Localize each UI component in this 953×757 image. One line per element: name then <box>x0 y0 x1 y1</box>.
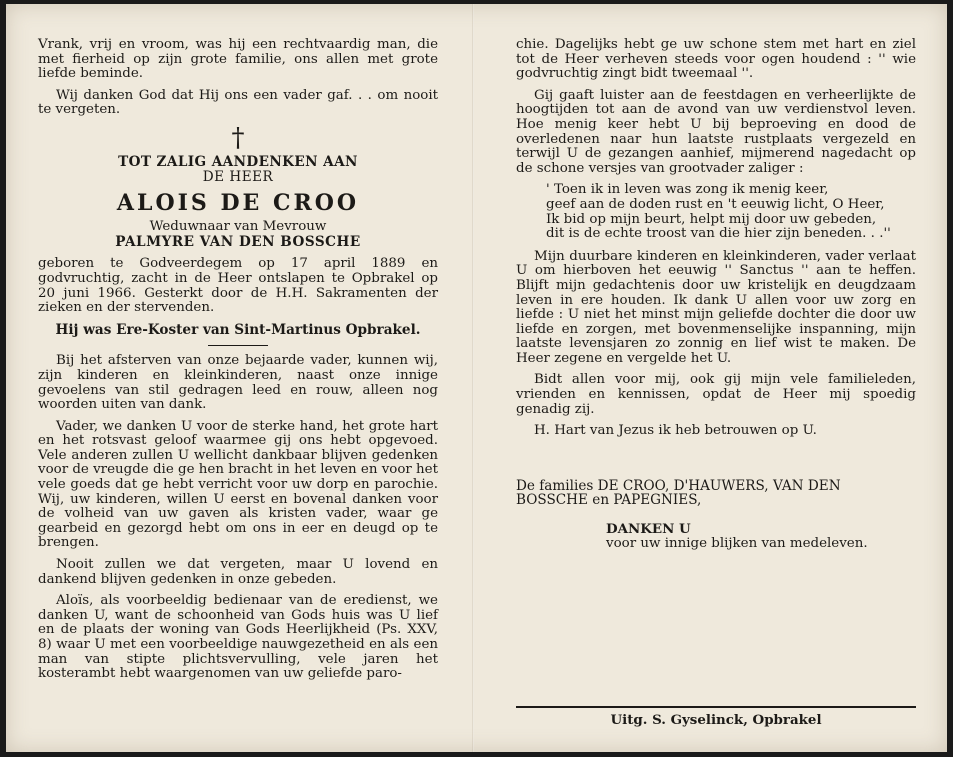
paragraph-feestdagen: Gij gaaft luister aan de feestdagen en verheerlijkte de hoogtijden tot aan de avond van uw verdienstvol leven. Hoe menig keer hebt U bij beproeving en dood de overledenen naar hun laatste rustplaats vergezeld en terwijl U de gezangen aanhief, mijmerend nagedacht op de schone versjes van grootvader zaliger : <box>516 87 916 176</box>
verse-line-1: ' Toen ik in leven was zong ik menig keer, <box>546 182 829 198</box>
paragraph-hart: H. Hart van Jezus ik heb betrouwen op U. <box>534 423 817 439</box>
paragraph-continued: chie. Dagelijks hebt ge uw schone stem met hart en ziel tot de Heer verheven steeds voor ogen houdend : '' wie godvruchtig zingt bidt tweemaal ''. <box>516 37 916 82</box>
paragraph-kinderen: Mijn duurbare kinderen en kleinkinderen, vader verlaat U om hierboven het eeuwig '' Sanctus '' aan te heffen. Blijft mijn gedachtenis door uw kristelijk en deugdzaam leven in ere houden. Ik dank U allen voor uw zorg en liefde : U niet het minst mijn geliefde dochter die door uw liefde en zorgen, met bovenmenselijke inspanning, mijn laatste levensjaren zo zonnig en lief wist te maken. De Heer zegene en vergelde het U. <box>516 248 916 366</box>
paragraph-3: Nooit zullen we dat vergeten, maar U lovend en dankend blijven gedenken in onze gebeden. <box>38 557 438 587</box>
danken-heading: DANKEN U <box>606 521 691 538</box>
left-page <box>38 38 438 689</box>
memorial-heading: TOT ZALIG AANDENKEN AAN <box>118 153 358 170</box>
bio-paragraph: geboren te Godveerdegem op 17 april 1889 en godvruchtig, zacht in de Heer ontslapen te Opbrakel op 20 juni 1966. Gesterkt door de H.H. Sakramenten der zieken en der stervenden. <box>38 256 438 316</box>
danken-subline: voor uw innige blijken van medeleven. <box>606 535 868 551</box>
divider <box>208 345 268 346</box>
deceased-name: ALOIS DE CROO <box>116 190 360 217</box>
printer-credit: Uitg. S. Gyselinck, Opbrakel <box>610 712 822 728</box>
card-fold <box>472 4 474 752</box>
memorial-card <box>6 4 947 752</box>
paragraph-bidt: Bidt allen voor mij, ook gij mijn vele familieleden, vrienden en kennissen, opdat de Heer mij spoedig genadig zij. <box>516 372 916 417</box>
spouse-name: PALMYRE VAN DEN BOSSCHE <box>115 233 361 250</box>
paragraph-4: Aloïs, als voorbeeldig bedienaar van de eredienst, we danken U, want de schoonheid van Gods huis was U lief en de plaats der woning van Gods Heerlijkheid (Ps. XXV, 8) waar U met een voorbeeldige nauwgezetheid en als een man van stipte plichtsvervulling, vele jaren het kosterambt hebt waargenomen van uw geliefde paro- <box>38 593 438 682</box>
verse-line-3: Ik bid op mijn beurt, helpt mij door uw gebeden, <box>546 211 877 227</box>
verse-line-2: geef aan de doden rust en 't eeuwig licht, O Heer, <box>546 196 885 212</box>
de-heer: DE HEER <box>202 168 274 185</box>
intro-paragraph-2: Wij danken God dat Hij ons een vader gaf. . . om nooit te vergeten. <box>38 87 438 118</box>
families-line: De families DE CROO, D'HAUWERS, VAN DEN BOSSCHE en PAPEGNIES, <box>516 477 841 509</box>
verse <box>516 183 916 241</box>
paragraph-2: Vader, we danken U voor de sterke hand, het grote hart en het rotsvast geloof waarmee gij ons hebt opgevoed. Vele anderen zullen U wellicht dankbaar blijven gedenken voor de vreugde die ge hen bracht in het leven en voor het vele goeds dat ge hebt verricht voor uw dorp en parochie. Wij, uw kinderen, willen U eerst en bovenal danken voor de volheid van uw gaven als kristen vader, waar ge gearbeid en gezorgd hebt om ons in eer en deugd op te brengen. <box>38 418 438 551</box>
cross-icon: † <box>231 122 245 153</box>
right-page <box>516 38 916 551</box>
widower-line: Weduwnaar van Mevrouw <box>149 219 327 235</box>
verse-line-4: dit is de echte troost van die hier zijn beneden. . .'' <box>546 226 891 242</box>
paragraph-1: Bij het afsterven van onze bejaarde vader, kunnen wij, zijn kinderen en kleinkinderen, naast onze innige gevoelens van stil gedragen leed en rouw, alleen nog woorden uiten van dank. <box>38 353 438 413</box>
koster-line: Hij was Ere-Koster van Sint-Martinus Opbrakel. <box>55 321 421 338</box>
intro-paragraph-1: Vrank, vrij en vroom, was hij een rechtvaardig man, die met fierheid op zijn grote familie, ons allen met grote liefde beminde. <box>38 37 438 82</box>
printer-rule <box>516 706 916 708</box>
